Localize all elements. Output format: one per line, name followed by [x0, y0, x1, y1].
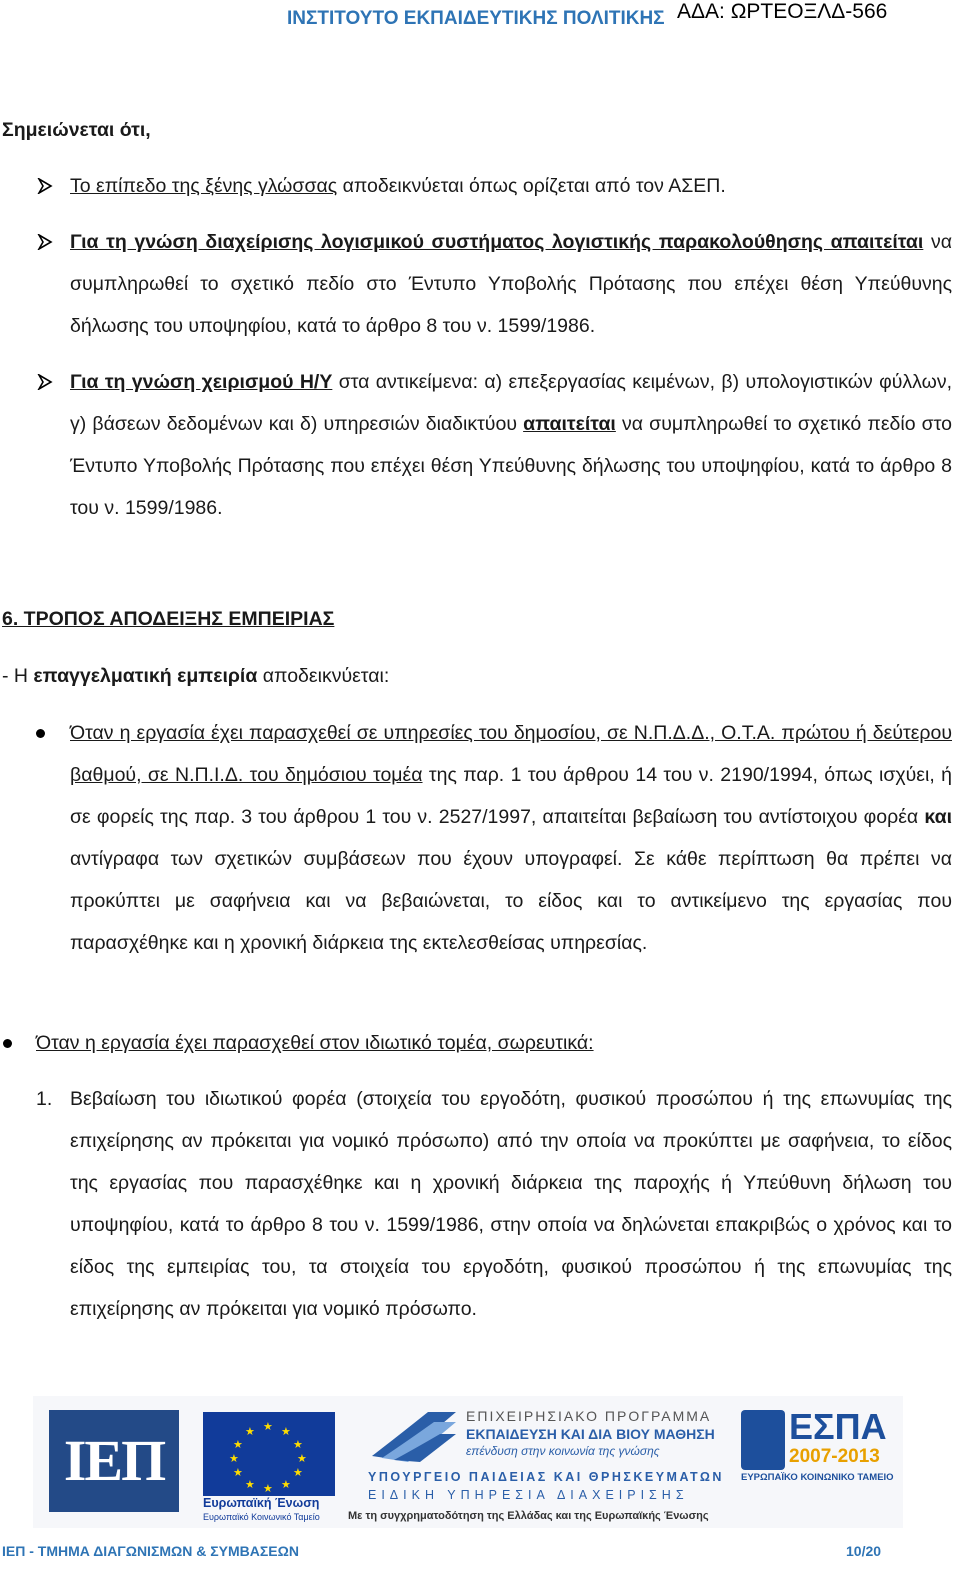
note-foreign-language	[70, 165, 952, 207]
note-computer-text-a: στα αντικείμενα: α) επεξεργασίας κειμένων, β) υπολογιστικών φύλλων, γ) βάσεων δεδομένων και δ) υπηρεσιών διαδικτύου	[70, 371, 952, 435]
note-computer-required: απαιτείται	[523, 413, 616, 435]
operational-programme-logo	[348, 1406, 738, 1524]
note-accounting-underlined: Για τη γνώση διαχείρισης λογισμικού συστήματος λογιστικής παρακολούθησης απαιτείται	[70, 231, 924, 253]
eu-name: Ευρωπαϊκή Ένωση	[203, 1496, 320, 1510]
item-number: 1.	[36, 1088, 53, 1110]
arrow-bullet-icon	[37, 361, 53, 390]
experience-lead-dash: - Η	[2, 665, 34, 687]
op-line-3: επένδυση στην κοινωνία της γνώσης	[466, 1444, 660, 1458]
funding-logos-band	[33, 1396, 903, 1528]
espa-logo	[741, 1406, 894, 1516]
section-title: 6. ΤΡΟΠΟΣ ΑΠΟΔΕΙΞΗΣ ΕΜΠΕΙΡΙΑΣ	[2, 608, 335, 630]
footer-department: ΙΕΠ - ΤΜΗΜΑ ΔΙΑΓΩΝΙΣΜΩΝ & ΣΥΜΒΑΣΕΩΝ	[2, 1543, 299, 1559]
note-computer-skills	[70, 361, 952, 529]
op-line-2: ΕΚΠΑΙΔΕΥΣΗ ΚΑΙ ΔΙΑ ΒΙΟΥ ΜΑΘΗΣΗ	[466, 1426, 715, 1442]
experience-lead-rest: αποδεικνύεται:	[257, 665, 390, 687]
espa-years: 2007-2013	[789, 1446, 880, 1467]
public-sector-paragraph	[70, 712, 952, 964]
bullet-dot-icon	[36, 729, 45, 738]
private-sector-underlined: Όταν η εργασία έχει παρασχεθεί στον ιδιωτικό τομέα, σωρευτικά:	[36, 1032, 594, 1054]
header-organization: ΙΝΣΤΙΤΟΥΤΟ ΕΚΠΑΙΔΕΥΤΙΚΗΣ ΠΟΛΙΤΙΚΗΣ	[287, 8, 665, 29]
cofunding-caption: Με τη συγχρηματοδότηση της Ελλάδας και της Ευρωπαϊκής Ένωσης	[348, 1510, 709, 1522]
public-sector-and: και	[924, 806, 952, 828]
eu-fund: Ευρωπαϊκό Κοινωνικό Ταμείο	[203, 1512, 320, 1522]
op-line-5: ΕΙΔΙΚΗ ΥΠΗΡΕΣΙΑ ΔΙΑΧΕΙΡΙΣΗΣ	[368, 1488, 689, 1502]
op-line-4: ΥΠΟΥΡΓΕΙΟ ΠΑΙΔΕΙΑΣ ΚΑΙ ΘΡΗΣΚΕΥΜΑΤΩΝ	[368, 1470, 724, 1484]
private-sector-item-1: Βεβαίωση του ιδιωτικού φορέα (στοιχεία του εργοδότη, φυσικού προσώπου ή της επωνυμίας της επιχείρησης αν πρόκειται για νομικό πρόσωπο) από την οποία να προκύπτει με σαφήνεια, το είδος της εργασίας που παρασχέθηκε και η χρονική διάρκεια της παροχής ή Υπεύθυνη δήλωση του υποψηφίου, κατά το άρθρο 8 του ν. 1599/1986, στην οποία να δηλώνεται επακριβώς ο χρόνος και το είδος της εμπειρίας του, τα στοιχεία του εργοδότη, φυσικού προσώπου ή της επωνυμίας της επιχείρησης αν πρόκειται για νομικό πρόσωπο.	[70, 1088, 952, 1320]
public-sector-text-c: αντίγραφα των σχετικών συμβάσεων που έχουν υπογραφεί. Σε κάθε περίπτωση θα πρέπει να προκύπτει με σαφήνεια και να βεβαιώνεται, το είδος και το αντικείμενο της εργασίας που παρασχέθηκε και η χρονική διάρκεια της εκτελεσθείσας υπηρεσίας.	[70, 848, 952, 954]
private-sector-heading	[36, 1022, 952, 1064]
arrow-bullet-icon	[37, 165, 53, 194]
eu-caption	[203, 1496, 343, 1524]
greek-flag-wave-icon	[368, 1406, 460, 1464]
note-foreign-language-underlined: Το επίπεδο της ξένης γλώσσας	[70, 175, 338, 197]
footer-page-number: 10/20	[846, 1543, 882, 1559]
experience-lead	[2, 655, 389, 697]
espa-title: ΕΣΠΑ	[789, 1406, 887, 1447]
note-computer-text-c: να συμπληρωθεί το σχετικό πεδίο στο Έντυπο Υποβολής Πρότασης που επέχει θέση Υπεύθυνης δήλωσης του υποψηφίου, κατά το άρθρο 8 του ν. 1599/1986.	[70, 413, 952, 519]
header-ada-code: ΑΔΑ: ΩΡΤΕΟΞΛΔ-566	[677, 0, 888, 23]
espa-emblem-icon	[741, 1410, 785, 1470]
eu-flag-logo: ★ ★ ★ ★ ★ ★ ★ ★ ★ ★ ★ ★	[203, 1412, 335, 1496]
bullet-dot-icon	[3, 1039, 12, 1048]
note-accounting-software	[70, 221, 952, 347]
note-foreign-language-text: αποδεικνύεται όπως ορίζεται από τον ΑΣΕΠ.	[337, 175, 726, 197]
op-line-1: ΕΠΙΧΕΙΡΗΣΙΑΚΟ ΠΡΟΓΡΑΜΜΑ	[466, 1408, 712, 1424]
note-accounting-text: να συμπληρωθεί το σχετικό πεδίο στο Έντυπο Υποβολής Πρότασης που επέχει θέση Υπεύθυνης δήλωσης του υποψηφίου, κατά το άρθρο 8 του ν. 1599/1986.	[70, 231, 952, 337]
note-computer-underlined: Για τη γνώση χειρισμού Η/Υ	[70, 371, 333, 393]
iep-logo: ΙΕΠ	[49, 1410, 179, 1512]
public-sector-text-a: της παρ. 1 του άρθρου 14 του ν. 2190/1994, όπως ισχύει, ή σε φορείς της παρ. 3 του άρθρου 1 του ν. 2527/1997, απαιτείται βεβαίωση του αντίστοιχου φορέα	[70, 764, 952, 828]
espa-subtitle: ΕΥΡΩΠΑΪΚΟ ΚΟΙΝΩΝΙΚΟ ΤΑΜΕΙΟ	[741, 1472, 894, 1483]
experience-lead-bold: επαγγελματική εμπειρία	[33, 665, 258, 687]
intro-text: Σημειώνεται ότι,	[2, 119, 151, 141]
public-sector-underlined: Όταν η εργασία έχει παρασχεθεί σε υπηρεσίες του δημοσίου, σε Ν.Π.Δ.Δ., Ο.Τ.Α. πρώτου ή δεύτερου βαθμού, σε Ν.Π.Ι.Δ. του δημόσιου τομέα	[70, 722, 952, 786]
arrow-bullet-icon	[37, 221, 53, 250]
